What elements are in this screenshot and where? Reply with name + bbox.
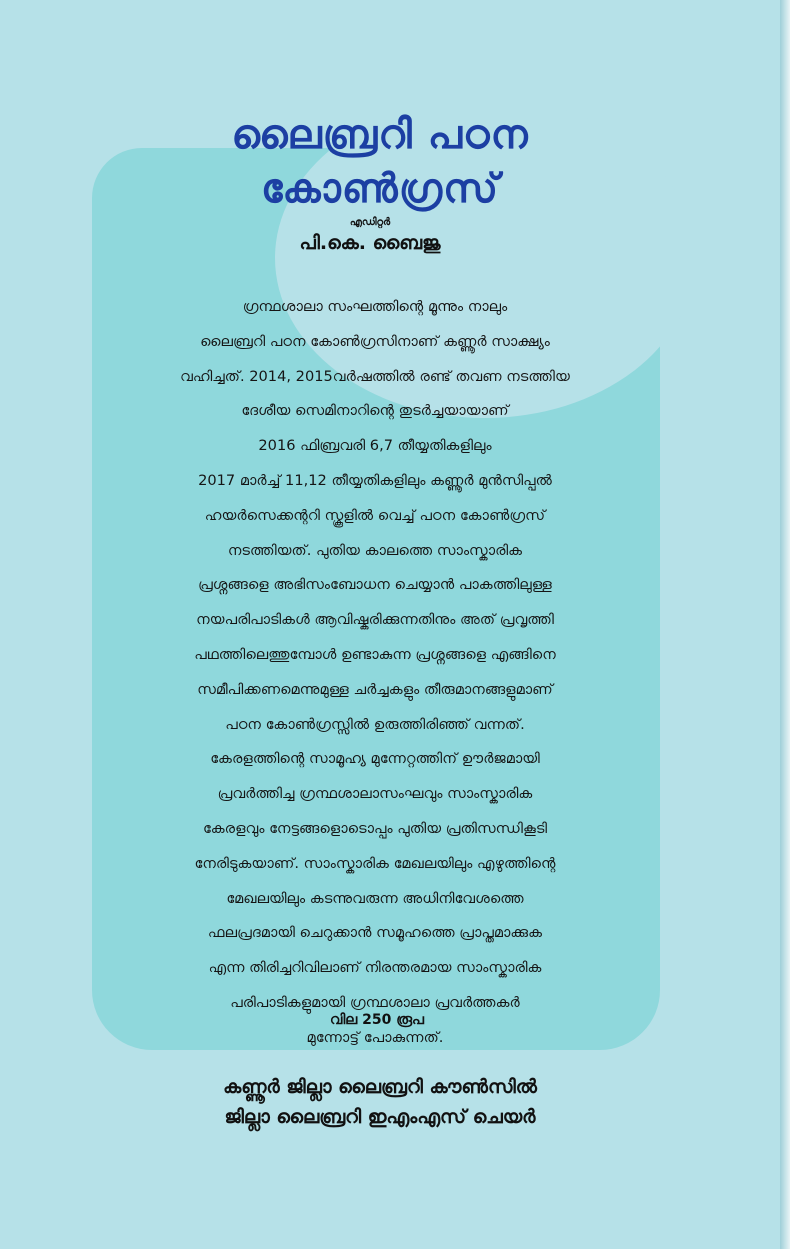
- blurb-line: കേരളവും നേട്ടങ്ങളൊടൊപ്പം പുതിയ പ്രതിസന്ധികൂടി: [202, 819, 548, 837]
- blurb-line: പ്രശ്നങ്ങളെ അഭിസംബോധന ചെയ്യാൻ പാകത്തിലുള്ള: [198, 576, 552, 594]
- blurb-line: നടത്തിയത്. പുതിയ കാലത്തെ സാംസ്കാരിക: [227, 541, 523, 559]
- blurb-line: ഹയർസെക്കന്ററി സ്കൂളിൽ വെച്ച് പഠന കോൺഗ്രസ്: [204, 506, 546, 524]
- blurb-line: ദേശീയ സെമിനാറിന്റെ തുടർച്ചയായാണ്: [241, 402, 509, 420]
- publisher-line: കണ്ണൂർ ജില്ലാ ലൈബ്രറി കൗൺസിൽ: [223, 1076, 537, 1098]
- blurb-line: നേരിടുകയാണ്. സാംസ്കാരിക മേഖലയിലും എഴുത്തിന്റെ: [194, 854, 556, 872]
- publisher-line: ജില്ലാ ലൈബ്രറി ഇഎംഎസ് ചെയർ: [224, 1106, 536, 1128]
- blurb-line: ലൈബ്രറി പഠന കോൺഗ്രസിനാണ് കണ്ണൂർ സാക്ഷ്യം: [200, 332, 550, 350]
- blurb-line: നയപരിപാടികൾ ആവിഷ്കരിക്കുന്നതിനും അത് പ്രവൃത്തി: [196, 611, 554, 629]
- blurb-line: മേഖലയിലും കടന്നുവരുന്ന അധിനിവേശത്തെ: [226, 889, 524, 907]
- blurb-line: വഹിച്ചത്. 2014, 2015വർഷത്തിൽ രണ്ട് തവണ നടത്തിയ: [180, 367, 570, 385]
- blurb-line: പഠന കോൺഗ്രസ്സിൽ ഉരുത്തിരിഞ്ഞ് വന്നത്.: [225, 715, 525, 733]
- blurb-line: കേരളത്തിന്റെ സാമൂഹ്യ മുന്നേറ്റത്തിന് ഊർജമായി: [210, 750, 540, 768]
- price-label: വില 250 രൂപ: [329, 1012, 425, 1028]
- book-title: [120, 108, 640, 216]
- blurb-line: മുന്നോട്ട് പോകുന്നത്.: [306, 1028, 444, 1046]
- blurb-line: പഥത്തിലെത്തുമ്പോൾ ഉണ്ടാകുന്ന പ്രശ്നങ്ങളെ എങ്ങിനെ: [194, 645, 556, 663]
- blurb-line: ഫലപ്രദമായി ചെറുക്കാൻ സമൂഹത്തെ പ്രാപ്തമാക്കുക: [207, 924, 543, 942]
- cover-edge: [780, 0, 790, 1249]
- blurb-line: ഗ്രന്ഥശാലാ സംഘത്തിന്റെ മൂന്നും നാലും: [242, 298, 508, 315]
- editor-label: എഡിറ്റർ: [349, 217, 391, 228]
- publisher: [140, 1072, 620, 1132]
- editor-name: പി.കെ. ബൈജു: [299, 232, 441, 254]
- title-line: ലൈബ്രറി പഠന: [231, 112, 529, 158]
- blurb-text: [110, 290, 640, 1056]
- blurb-line: 2016 ഫിബ്രവരി 6,7 തീയ്യതികളിലും: [258, 437, 492, 455]
- blurb-line: എന്ന തിരിച്ചറിവിലാണ് നിരന്തരമായ സാംസ്കാരിക: [208, 959, 542, 977]
- blurb-line: 2017 മാർച്ച് 11,12 തീയ്യതികളിലും കണ്ണൂർ മുൻസിപ്പൽ: [198, 471, 552, 489]
- title-line: കോൺഗ്രസ്: [261, 166, 499, 212]
- blurb-line: സമീപിക്കണമെന്നുമുള്ള ചർച്ചകളും തീരുമാനങ്ങളുമാണ്: [197, 680, 553, 698]
- blurb-line: പ്രവർത്തിച്ച ഗ്രന്ഥശാലാസംഘവും സാംസ്കാരിക: [217, 785, 533, 803]
- blurb-line: പരിപാടികളുമായി ഗ്രന്ഥശാലാ പ്രവർത്തകർ: [230, 993, 520, 1011]
